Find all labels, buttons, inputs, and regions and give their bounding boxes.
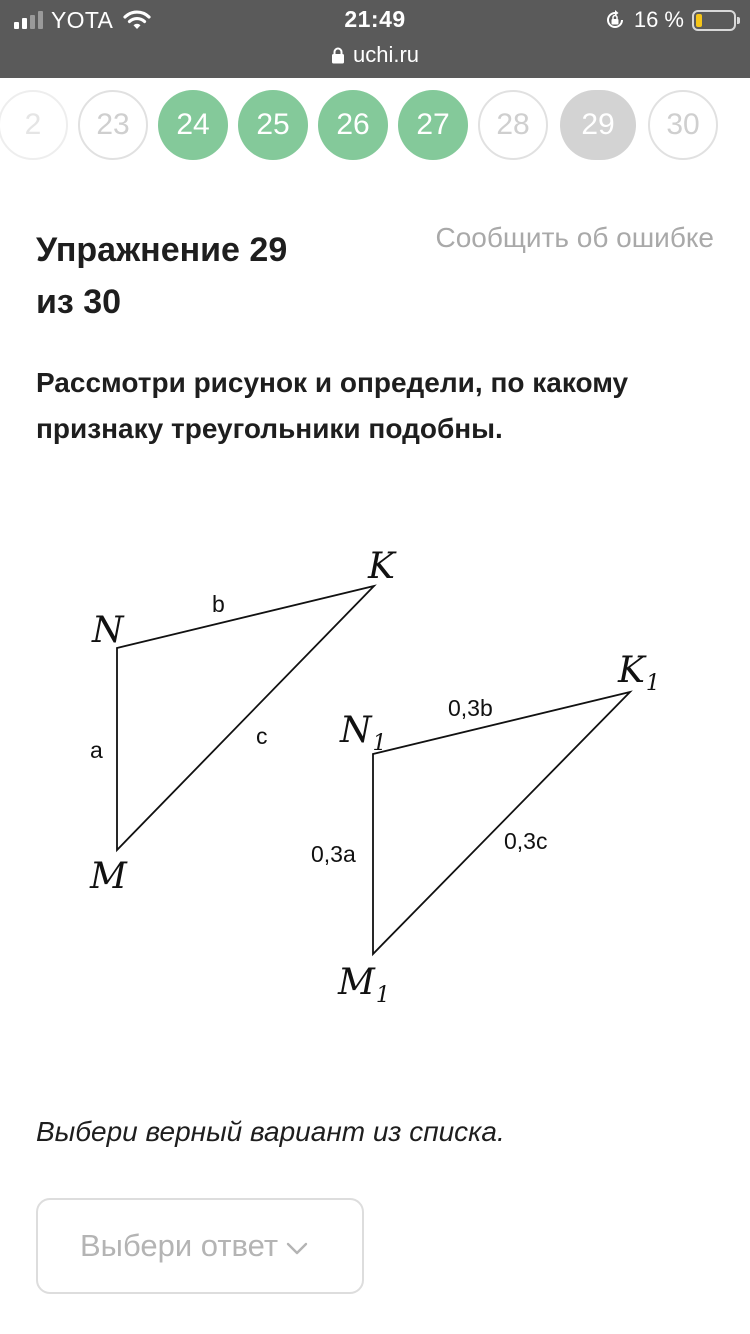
- pager-item-current[interactable]: 29: [560, 90, 636, 160]
- title-line-1: Упражнение 29: [36, 231, 288, 269]
- vertex-k1-label: [617, 650, 660, 696]
- vertex-m-label: M: [90, 856, 127, 897]
- question-line-2: признаку треугольники подобны.: [36, 413, 503, 444]
- triangle-nkm: [117, 586, 374, 850]
- status-bar: [0, 0, 750, 78]
- side-n1k1-label: 0,3b: [448, 695, 493, 721]
- status-right: [604, 8, 736, 32]
- rotation-lock-icon: [604, 9, 626, 31]
- side-m1k1-label: 0,3c: [504, 828, 548, 854]
- side-nm-label: a: [90, 737, 103, 763]
- pager-item[interactable]: 30: [648, 90, 718, 160]
- instruction-text: Выбери верный вариант из списка.: [36, 1116, 505, 1147]
- vertex-n-label: N: [92, 610, 124, 651]
- vertex-k1-letter: K: [618, 650, 645, 691]
- pager-item[interactable]: 28: [478, 90, 548, 160]
- url-text: uchi.ru: [352, 42, 420, 67]
- clock: 21:49: [344, 6, 406, 32]
- exercise-title: [36, 224, 366, 328]
- report-error-link[interactable]: Сообщить об ошибке: [435, 222, 714, 253]
- pager-item[interactable]: 23: [78, 90, 148, 160]
- vertex-n1-label: [339, 710, 387, 756]
- pager-item[interactable]: 25: [238, 90, 308, 160]
- vertex-n1-subscript: 1: [372, 731, 387, 756]
- pager-item[interactable]: 24: [158, 90, 228, 160]
- chevron-down-icon: [286, 1242, 308, 1256]
- battery-percent: 16 %: [633, 7, 684, 32]
- title-line-2: из 30: [36, 283, 122, 321]
- vertex-m1-letter: M: [338, 962, 375, 1003]
- pager-item[interactable]: 2: [0, 90, 68, 160]
- question-text: [36, 360, 716, 452]
- triangles-figure: [0, 530, 750, 1010]
- padlock-icon: [331, 47, 345, 64]
- triangles-svg: [0, 530, 750, 1010]
- triangle-n1k1m1: [373, 692, 630, 954]
- pager-item[interactable]: 26: [318, 90, 388, 160]
- question-line-1: Рассмотри рисунок и определи, по какому: [36, 367, 629, 398]
- side-nk-label: b: [212, 591, 225, 617]
- answer-select[interactable]: [36, 1198, 364, 1294]
- pager-item[interactable]: 27: [398, 90, 468, 160]
- battery-icon: [692, 10, 736, 31]
- answer-select-placeholder: Выбери ответ: [80, 1228, 279, 1263]
- side-mk-label: c: [256, 723, 268, 749]
- vertex-n1-letter: N: [340, 710, 372, 751]
- vertex-k-label: K: [368, 546, 395, 587]
- side-n1m1-label: 0,3a: [311, 841, 356, 867]
- vertex-m1-label: [337, 962, 390, 1008]
- url-bar[interactable]: [0, 40, 750, 70]
- exercise-pager: [0, 90, 750, 160]
- vertex-k1-subscript: 1: [645, 671, 660, 696]
- vertex-m1-subscript: 1: [375, 983, 390, 1008]
- carrier-name: YOTA: [51, 6, 114, 33]
